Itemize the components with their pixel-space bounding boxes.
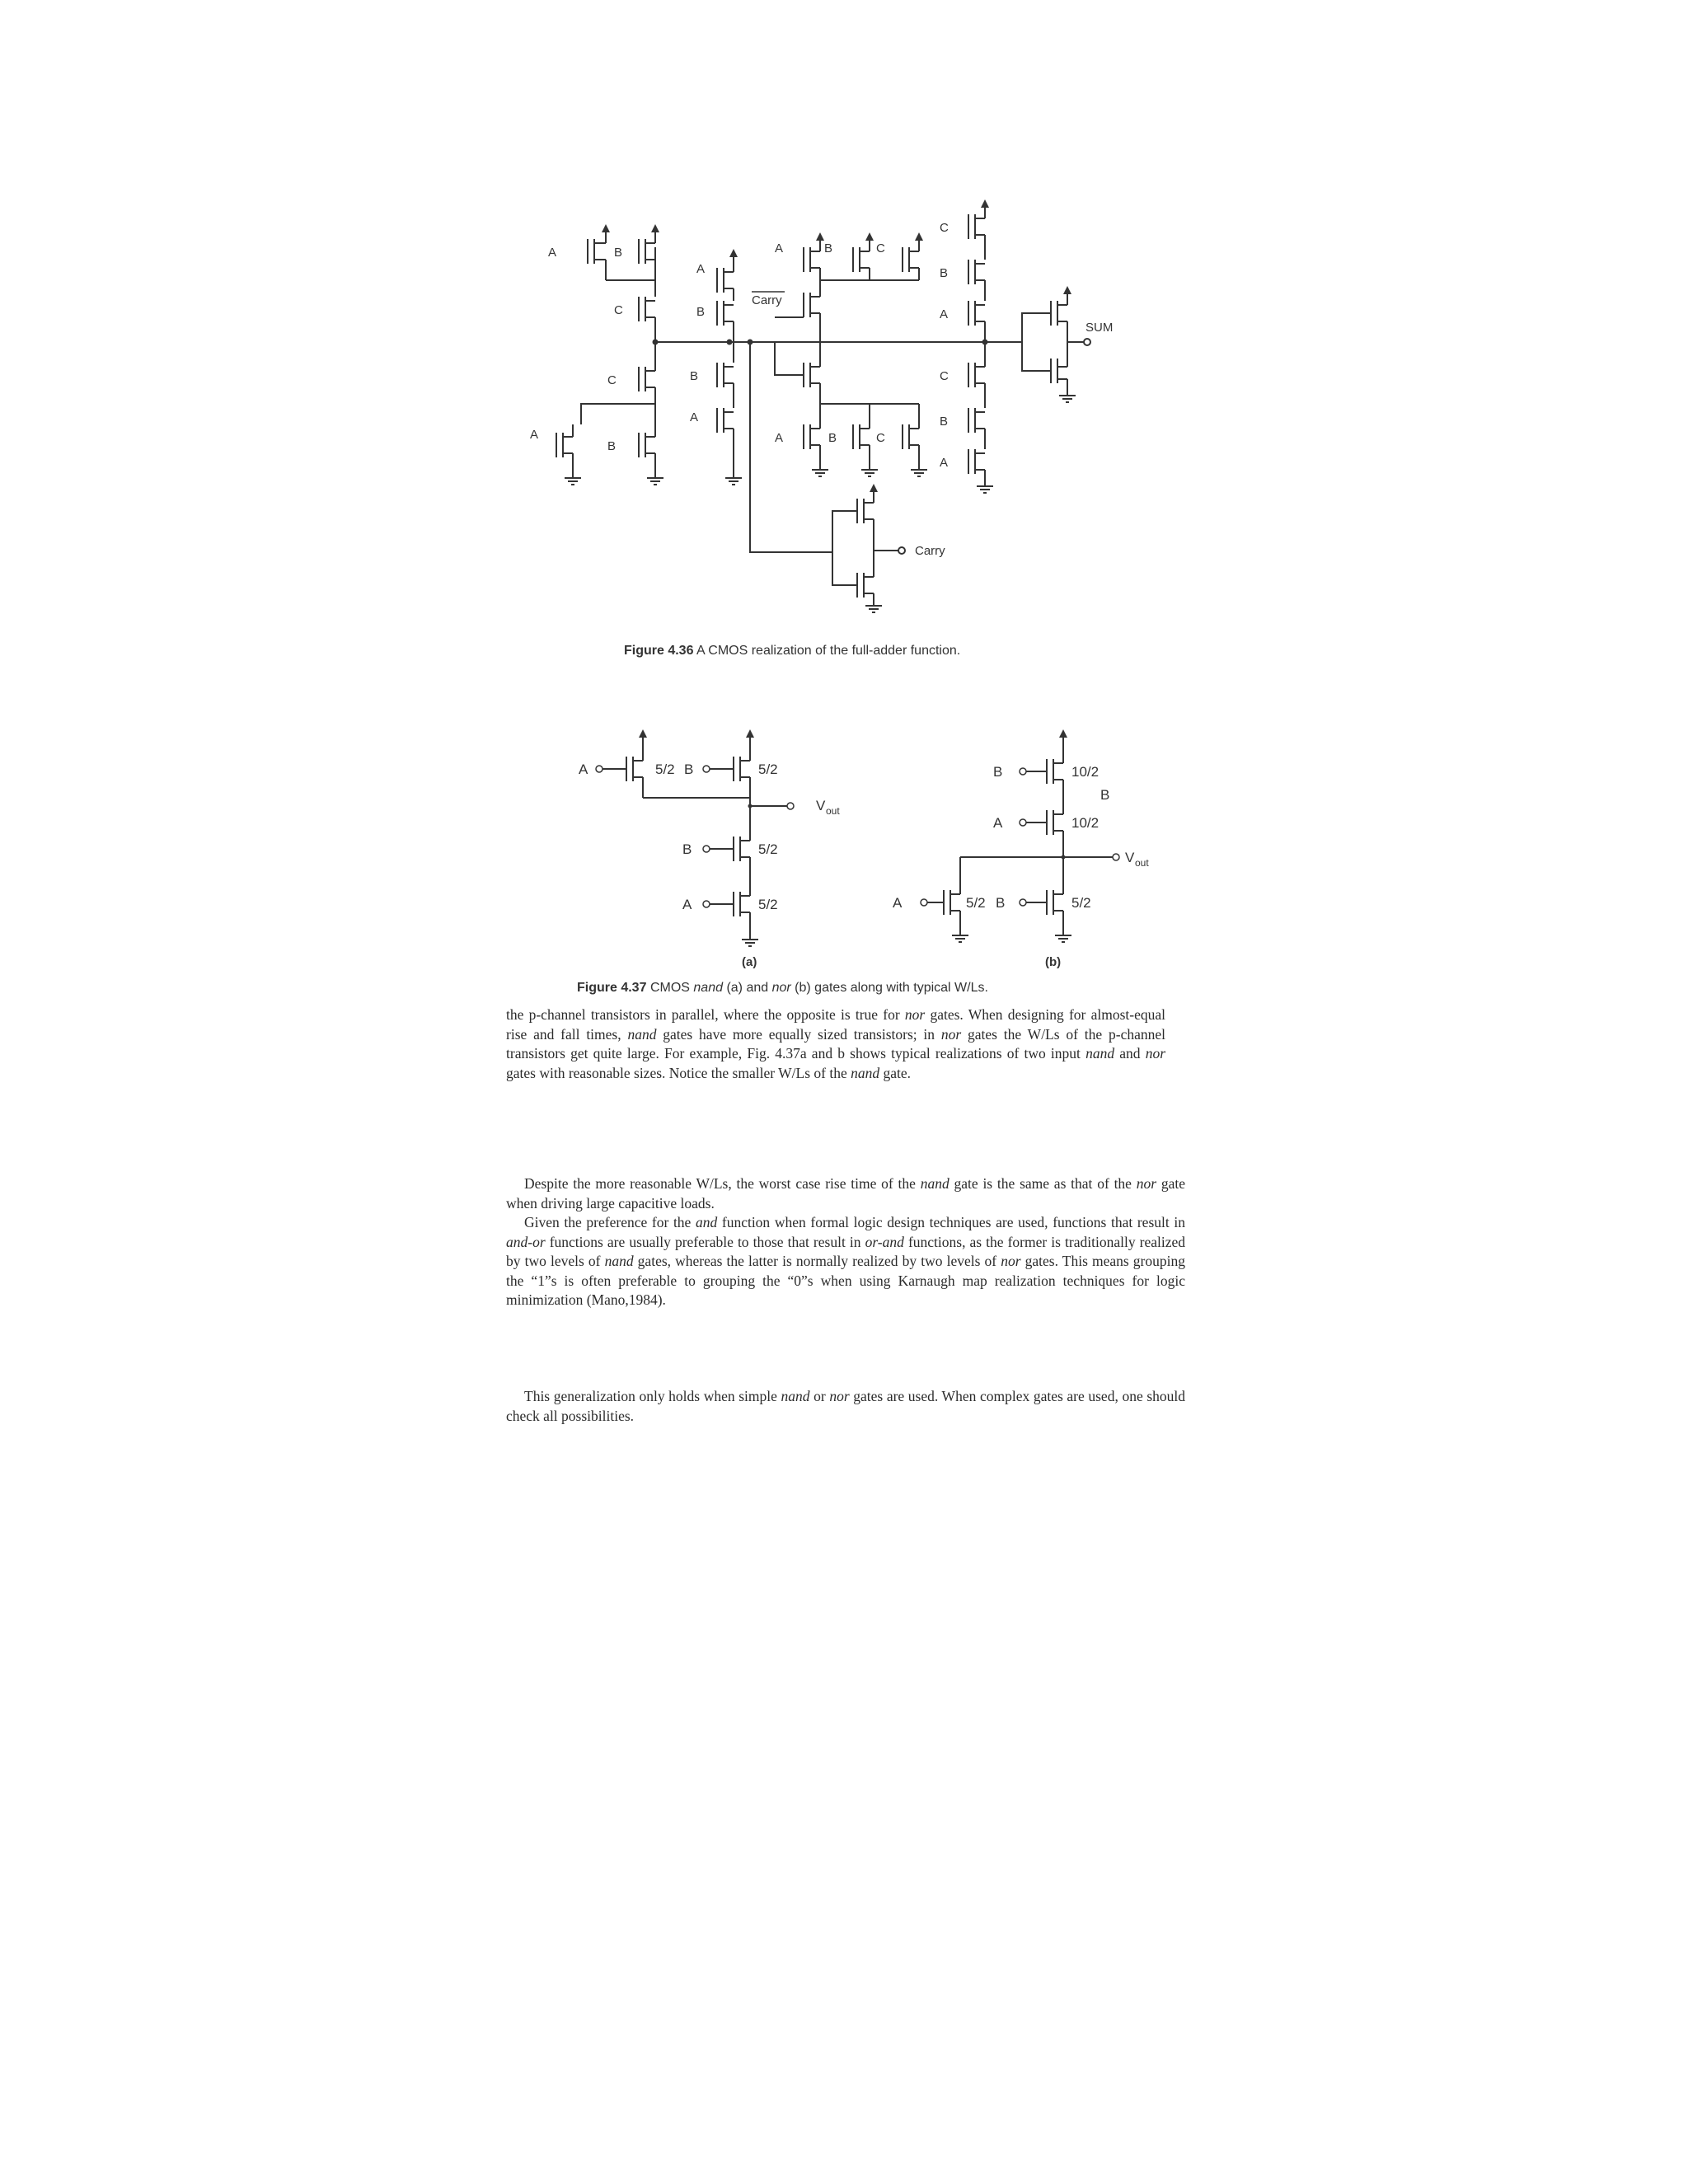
paragraph-1 bbox=[506, 1005, 1165, 1083]
text-run: nand bbox=[1085, 1045, 1115, 1062]
text-run: and bbox=[695, 1214, 718, 1230]
label-a: A bbox=[775, 241, 784, 255]
label-b: B bbox=[1100, 787, 1110, 803]
caption-text: nor bbox=[771, 981, 791, 995]
text-run: the p-channel transistors in parallel, where the opposite is true for bbox=[506, 1006, 905, 1023]
text-run: or bbox=[809, 1388, 830, 1404]
caption-text: A CMOS realization of the full-adder function. bbox=[696, 644, 961, 658]
label-c: C bbox=[614, 303, 623, 317]
label-wl: 5/2 bbox=[1071, 895, 1091, 911]
paragraph-2 bbox=[506, 1174, 1185, 1213]
panel-a-label: (a) bbox=[742, 955, 757, 969]
label-a: A bbox=[893, 895, 903, 911]
label-wl: 5/2 bbox=[966, 895, 986, 911]
text-run: nor bbox=[940, 1025, 962, 1043]
label-b: B bbox=[828, 431, 837, 445]
label-wl: 5/2 bbox=[758, 841, 778, 857]
label-b: B bbox=[993, 764, 1003, 780]
label-sum: SUM bbox=[1085, 321, 1114, 335]
text-run: Given the preference for the bbox=[524, 1214, 696, 1230]
caption-text: CMOS bbox=[649, 981, 690, 995]
paragraph-3 bbox=[506, 1213, 1185, 1310]
label-wl: 5/2 bbox=[758, 762, 778, 777]
label-b: B bbox=[696, 305, 706, 319]
text-run: functions are usually preferable to those that result in bbox=[545, 1233, 865, 1250]
label-b: B bbox=[824, 241, 833, 255]
label-b: B bbox=[940, 266, 949, 280]
label-vout-sub: out bbox=[826, 805, 840, 817]
label-vout: V bbox=[816, 798, 826, 813]
figure-4-37-schematic bbox=[0, 0, 1688, 989]
label-a: A bbox=[530, 428, 539, 442]
label-c: C bbox=[607, 373, 617, 387]
label-vout-sub: out bbox=[1135, 857, 1149, 869]
text-run: gates, whereas the latter is normally realized by two levels of bbox=[633, 1253, 1001, 1269]
label-c: C bbox=[940, 369, 949, 383]
paragraph-4 bbox=[506, 1387, 1185, 1426]
figure-4-37-caption bbox=[577, 981, 988, 996]
label-wl: 10/2 bbox=[1071, 815, 1100, 831]
text-run: nand bbox=[627, 1025, 657, 1043]
label-a: A bbox=[775, 431, 784, 445]
label-c: C bbox=[940, 221, 949, 235]
label-c: C bbox=[876, 241, 885, 255]
text-run: gate is the same as that of the bbox=[949, 1175, 1137, 1192]
figure-number: Figure 4.37 bbox=[577, 981, 647, 995]
panel-b-label: (b) bbox=[1045, 955, 1062, 969]
label-a: A bbox=[940, 307, 949, 321]
label-b: B bbox=[614, 246, 623, 260]
label-a: A bbox=[579, 762, 588, 777]
label-wl: 10/2 bbox=[1071, 764, 1100, 780]
caption-text: (a) and bbox=[726, 981, 769, 995]
label-b: B bbox=[684, 762, 694, 777]
text-run: nor bbox=[1001, 1253, 1021, 1269]
text-run: nor bbox=[904, 1006, 926, 1023]
text-run: functions, as the former is traditionally realized by two levels of bbox=[506, 1233, 1186, 1269]
text-run: gates with reasonable sizes. Notice the smaller W/Ls of the bbox=[506, 1064, 851, 1081]
text-run: nor bbox=[1136, 1175, 1157, 1192]
caption-text: nand bbox=[693, 981, 723, 995]
caption-text: (b) gates along with typical W/Ls. bbox=[795, 981, 988, 995]
label-carry-out: Carry bbox=[915, 544, 945, 558]
label-b: B bbox=[607, 439, 617, 453]
text-run: gates are used. When complex gates are used, one should check all possibilities. bbox=[506, 1388, 1185, 1424]
label-b: B bbox=[940, 415, 949, 429]
label-b: B bbox=[682, 841, 692, 857]
text-run: and bbox=[1114, 1045, 1146, 1062]
text-run: or-and bbox=[865, 1233, 904, 1250]
text-run: nand bbox=[920, 1175, 950, 1192]
label-c: C bbox=[876, 431, 885, 445]
text-run: gates. This means grouping the “1”s is often preferable to grouping the “0”s when using Karnaugh map realization techniques for logic minimization (Mano,1984). bbox=[506, 1253, 1185, 1308]
text-run: gates the W/Ls of the p-channel transistors get quite large. For example, Fig. 4.37a and b shows typical realizations of two input bbox=[506, 1025, 1165, 1062]
text-run: Despite the more reasonable W/Ls, the worst case rise time of the bbox=[524, 1175, 921, 1192]
text-run: nand bbox=[781, 1388, 810, 1404]
label-a: A bbox=[682, 897, 692, 912]
text-run: gate. bbox=[879, 1064, 911, 1081]
text-run: nor bbox=[1145, 1045, 1165, 1062]
label-b: B bbox=[690, 369, 699, 383]
figure-number: Figure 4.36 bbox=[624, 644, 694, 658]
text-run: nor bbox=[829, 1388, 850, 1404]
label-vout: V bbox=[1125, 850, 1135, 865]
label-a: A bbox=[993, 815, 1003, 831]
label-b: B bbox=[996, 895, 1006, 911]
label-a: A bbox=[690, 410, 699, 424]
text-run: gate when driving large capacitive loads. bbox=[506, 1175, 1185, 1212]
text-run: function when formal logic design techniques are used, functions that result in bbox=[717, 1214, 1185, 1230]
label-a: A bbox=[940, 456, 949, 470]
label-a: A bbox=[696, 262, 706, 276]
text-run: and-or bbox=[506, 1233, 546, 1250]
label-carry-bar: Carry bbox=[752, 293, 782, 307]
label-wl: 5/2 bbox=[758, 897, 778, 912]
label-wl: 5/2 bbox=[655, 762, 675, 777]
text-run: gates have more equally sized transistors; in bbox=[656, 1025, 941, 1043]
text-run: nand bbox=[851, 1064, 880, 1081]
text-run: nand bbox=[604, 1253, 634, 1269]
label-a: A bbox=[548, 246, 557, 260]
text-run: gates. When designing for almost-equal rise and fall times, bbox=[506, 1006, 1165, 1043]
text-run: This generalization only holds when simple bbox=[524, 1388, 781, 1404]
